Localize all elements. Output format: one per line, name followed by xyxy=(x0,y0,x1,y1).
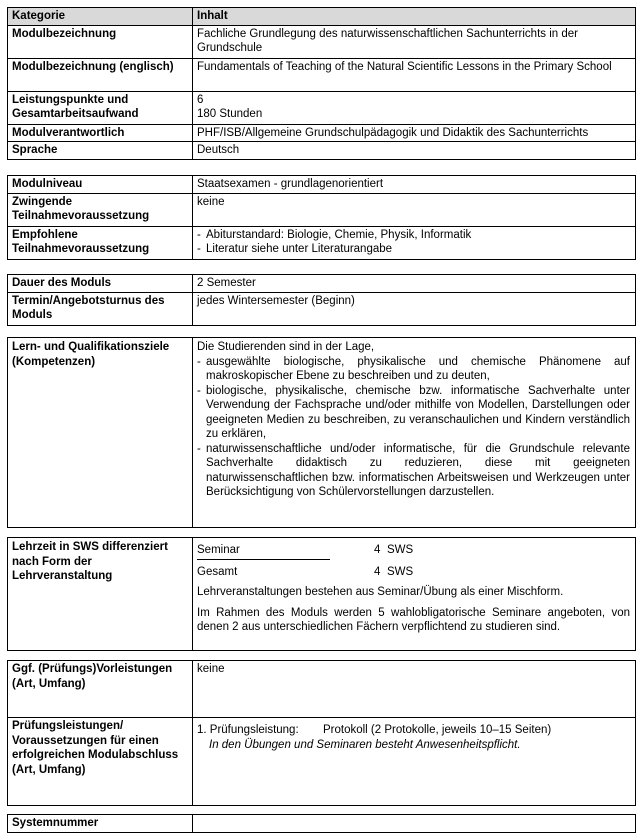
prerequisites-table xyxy=(7,175,636,260)
lehrzeit-note-1: Lehrveranstaltungen bestehen aus Seminar/Übung als einer Mischform. xyxy=(197,586,564,598)
key-vorleistungen: Ggf. (Prüfungs)Vorleistungen (Art, Umfang) xyxy=(8,661,193,718)
key-sprache: Sprache xyxy=(8,142,193,160)
value-modulbezeichnung-englisch: Fundamentals of Teaching of the Natural Scientific Lessons in the Primary School xyxy=(193,58,636,91)
value-modulniveau: Staatsexamen - grundlagenorientiert xyxy=(193,176,636,194)
value-dauer: 2 Semester xyxy=(193,275,636,293)
list-item: - biologische, physikalische, chemische bzw. informatische Sachverhalte unter Verwendung der Fachsprache und/oder mithilfe von Modellen, Darstellungen oder geeigneten Medien zu beschreiben, zu veranschaulichen und Kindern verständlich zu erklären, xyxy=(197,384,630,440)
exam-table xyxy=(7,660,636,806)
key-systemnummer: Systemnummer xyxy=(8,815,193,833)
value-leistungspunkte-hours: 180 Stunden xyxy=(197,108,263,120)
value-leistungspunkte xyxy=(193,91,636,124)
value-leistungspunkte-credits: 6 xyxy=(197,93,204,106)
key-modulverantwortlich: Modulverantwortlich xyxy=(8,124,193,142)
list-item: - Literatur siehe unter Literaturangabe xyxy=(197,243,393,255)
key-modulniveau: Modulniveau xyxy=(8,176,193,194)
value-zwingende: keine xyxy=(193,193,636,226)
value-lehrzeit xyxy=(193,538,636,651)
key-modulbezeichnung-englisch: Modulbezeichnung (englisch) xyxy=(8,58,193,91)
module-info-table xyxy=(7,7,636,160)
key-empfohlene: Empfohlene Teilnahmevoraussetzung xyxy=(8,226,193,259)
list-item: - Abiturstandard: Biologie, Chemie, Physik, Informatik xyxy=(197,228,472,241)
value-systemnummer xyxy=(193,815,636,833)
pruefung-note: In den Übungen und Seminaren besteht Anwesenheitspflicht. xyxy=(209,738,521,751)
key-lernziele: Lern- und Qualifikationsziele (Kompetenzen) xyxy=(8,338,193,528)
objectives-table xyxy=(7,337,636,528)
value-modulbezeichnung: Fachliche Grundlegung des naturwissenschaftlichen Sachunterrichts in der Grundschule xyxy=(193,25,636,58)
value-modulverantwortlich: PHF/ISB/Allgemeine Grundschulpädagogik und Didaktik des Sachunterrichts xyxy=(193,124,636,142)
key-termin: Termin/Angebotsturnus des Moduls xyxy=(8,292,193,325)
sws-row-gesamt: Gesamt 4 SWS xyxy=(197,565,414,578)
key-zwingende: Zwingende Teilnahmevoraussetzung xyxy=(8,193,193,226)
key-lehrzeit: Lehrzeit in SWS differenziert nach Form der Lehrveranstaltung xyxy=(8,538,193,651)
list-item: - naturwissenschaftliche und/oder informatische, für die Grundschule relevante Sachverhalte didaktisch zu reduzieren, diese mit geeigneten naturwissenschaftlichen bzw. informatischen Arbeitsweisen und Werkzeugen unter Berücksichtigung von Schülervorstellungen darzustellen. xyxy=(197,442,630,498)
key-dauer: Dauer des Moduls xyxy=(8,275,193,293)
lehrzeit-note-2: Im Rahmen des Moduls werden 5 wahlobligatorische Seminare angeboten, von denen 2 aus unterschiedlichen Fächern verpflichtend zu studieren sind. xyxy=(197,606,630,633)
value-pruefung xyxy=(193,718,636,806)
divider xyxy=(197,559,330,560)
value-termin: jedes Wintersemester (Beginn) xyxy=(193,292,636,325)
header-inhalt: Inhalt xyxy=(193,8,636,26)
list-item: - ausgewählte biologische, physikalische und chemische Phänomene auf makroskopischer Ebene zu beschreiben und zu deuten, xyxy=(197,355,630,382)
pruefung-row: 1. Prüfungsleistung: Protokoll (2 Protokolle, jeweils 10–15 Seiten) xyxy=(197,724,552,736)
value-vorleistungen: keine xyxy=(193,661,636,718)
key-leistungspunkte: Leistungspunkte und Gesamtarbeitsaufwand xyxy=(8,91,193,124)
system-table xyxy=(7,814,636,833)
duration-table xyxy=(7,274,636,326)
lernziele-intro: Die Studierenden sind in der Lage, xyxy=(197,341,375,353)
value-sprache: Deutsch xyxy=(193,142,636,160)
sws-table xyxy=(7,537,636,651)
sws-row-seminar: Seminar 4 SWS xyxy=(197,544,414,556)
value-empfohlene xyxy=(193,226,636,259)
header-kategorie: Kategorie xyxy=(8,8,193,26)
key-modulbezeichnung: Modulbezeichnung xyxy=(8,25,193,58)
value-lernziele xyxy=(193,338,636,528)
key-pruefung: Prüfungsleistungen/ Voraussetzungen für einen erfolgreichen Modulabschluss (Art, Umfang) xyxy=(8,718,193,806)
